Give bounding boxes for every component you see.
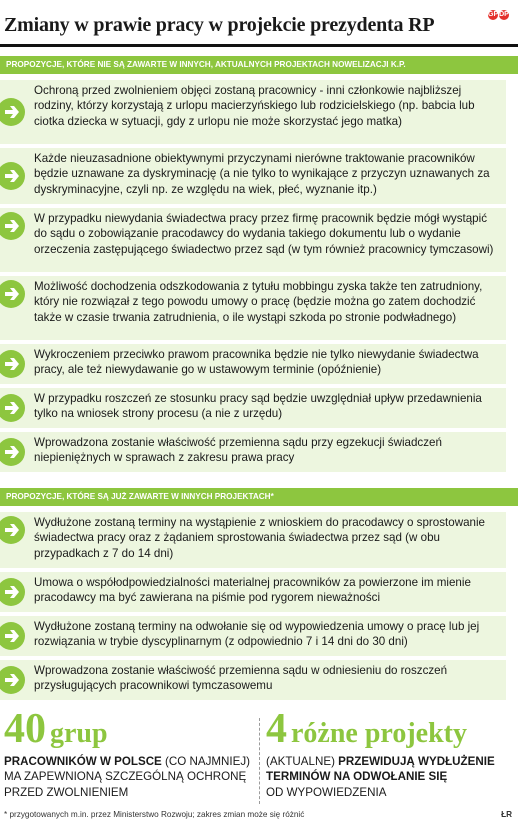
arrow-right-icon — [0, 394, 25, 422]
stat-2-number: 4 — [266, 706, 287, 752]
arrow-right-icon — [0, 350, 25, 378]
list-item — [0, 208, 506, 272]
stat-1-line2: MA ZAPEWNIONĄ SZCZEGÓLNĄ OCHRONĘ — [4, 770, 247, 784]
list-item — [0, 432, 506, 472]
list-item — [0, 616, 506, 656]
item-text: Wydłużone zostaną terminy na odwołanie się od wypowiedzenia umowy o pracę lub jej rozwiązania w trybie dyscyplinarnym (z odpowiednio 7 i 14 dni do 30 dni) — [34, 620, 480, 649]
stat-2-line1-bold: PRZEWIDUJĄ WYDŁUŻENIE — [338, 755, 495, 768]
stat-1-line1-bold: PRACOWNIKÓW W POLSCE — [4, 755, 162, 768]
stat-2-headline — [266, 708, 467, 755]
stat-2-word: różne projekty — [291, 718, 467, 749]
stat-2-line3: OD WYPOWIEDZENIA — [266, 785, 387, 799]
item-text: W przypadku roszczeń ze stosunku pracy sąd będzie uwzględniał upływ przedawnienia tylko na wniosek strony procesu (a nie z urzędu) — [34, 392, 482, 421]
item-text: Ochroną przed zwolnieniem objęci zostaną pracownicy - inni członkowie najbliższej rodziny, którzy korzystają z urlopu macierzyńskiego lub rodzicielskiego (np. babcia lub ciotka dziecka w sytuacji, gdy z urlopu nie może skorzystać jego matka) — [34, 84, 475, 128]
arrow-right-icon — [0, 578, 25, 606]
stat-2-line1-rest: (AKTUALNE) — [266, 755, 339, 768]
arrow-right-icon — [0, 516, 25, 544]
arrow-right-icon — [0, 622, 25, 650]
stat-2-description — [266, 754, 514, 800]
list-item — [0, 148, 506, 204]
stat-1-number: 40 — [4, 706, 46, 752]
page-title: Zmiany w prawie pracy w projekcie prezydenta RP — [4, 14, 435, 36]
list-item — [0, 276, 506, 340]
title-rule — [0, 44, 518, 47]
stat-1-word: grup — [50, 718, 108, 749]
item-text: Wydłużone zostaną terminy na wystąpienie z wnioskiem do pracodawcy o sprostowanie świadectwa pracy oraz z żądaniem sprostowania świadectwa przez sąd (w obu przypadkach z 7 do 14 dni) — [34, 516, 485, 560]
item-text: W przypadku niewydania świadectwa pracy przez firmę pracownik będzie mógł wystąpić do sądu o zobowiązanie pracodawcy do wydania takiego dokumentu lub o wydanie orzeczenia zastępującego świadectwo przez sąd (w tym również pracownicy tymczasowi) — [34, 212, 494, 256]
item-text: Możliwość dochodzenia odszkodowania z tytułu mobbingu zyska także ten zatrudniony, który nie rozwiązał z tego powodu umowy o pracę (będzie można go zatem dochodzić także w czasie trwania zatrudnienia, o ile wystąpi szkoda po stronie podwładnego) — [34, 280, 483, 324]
arrow-right-icon — [0, 98, 25, 126]
arrow-right-icon — [0, 212, 25, 240]
item-text: Umowa o współodpowiedzialności materialnej pracowników za powierzone im mienie pracodawcy ma być zawierana na piśmie pod rygorem nieważności — [34, 576, 471, 605]
section-1-heading: PROPOZYCJE, KTÓRE NIE SĄ ZAWARTE W INNYCH, AKTUALNYCH PROJEKTACH NOWELIZACJI K.P. — [0, 56, 518, 74]
stat-1-description — [4, 754, 254, 800]
item-text: Wykroczeniem przeciwko prawom pracownika będzie nie tylko niewydanie świadectwa pracy, ale też niewydawanie go w ustawowym terminie (opóźnienie) — [34, 348, 479, 377]
stat-1-line3: PRZED ZWOLNIENIEM — [4, 785, 129, 799]
list-item — [0, 344, 506, 384]
list-item — [0, 572, 506, 612]
item-text: Wprowadzona zostanie właściwość przemienna sądu przy egzekucji świadczeń niepieniężnych w sprawach z zakresu prawa pracy — [34, 436, 442, 465]
arrow-right-icon — [0, 162, 25, 190]
section-2-heading: PROPOZYCJE, KTÓRE SĄ JUŻ ZAWARTE W INNYCH PROJEKTACH* — [0, 488, 518, 506]
list-item — [0, 660, 506, 700]
logo-left-circle: GP — [488, 11, 499, 18]
stat-1-line1-rest: (CO NAJMNIEJ) — [161, 755, 251, 768]
author-signature: ŁR — [501, 810, 512, 819]
stat-2-line2: TERMINÓW NA ODWOŁANIE SIĘ — [266, 770, 448, 784]
arrow-right-icon — [0, 666, 25, 694]
footnote: * przygotowanych m.in. przez Ministerstwo Rozwoju; zakres zmian może się różnić — [4, 810, 305, 819]
publisher-logo — [484, 8, 518, 24]
list-item — [0, 80, 506, 144]
list-item — [0, 512, 506, 568]
stats-divider — [259, 718, 260, 804]
stat-1-headline — [4, 708, 108, 755]
arrow-right-icon — [0, 438, 25, 466]
logo-right-circle: DP — [499, 11, 509, 18]
list-item — [0, 388, 506, 428]
item-text: Każde nieuzasadnione obiektywnymi przyczynami nierówne traktowanie pracowników będzie uznawane za dyskryminację (a nie tylko to wynikające z przyczyn uznawanych za dyskryminacyjne, czyli np. ze względu na wiek, płeć, wyznanie itp.) — [34, 152, 490, 196]
arrow-right-icon — [0, 280, 25, 308]
item-text: Wprowadzona zostanie właściwość przemienna sądu w odniesieniu do roszczeń przysługujących pracownikowi tymczasowemu — [34, 664, 448, 693]
